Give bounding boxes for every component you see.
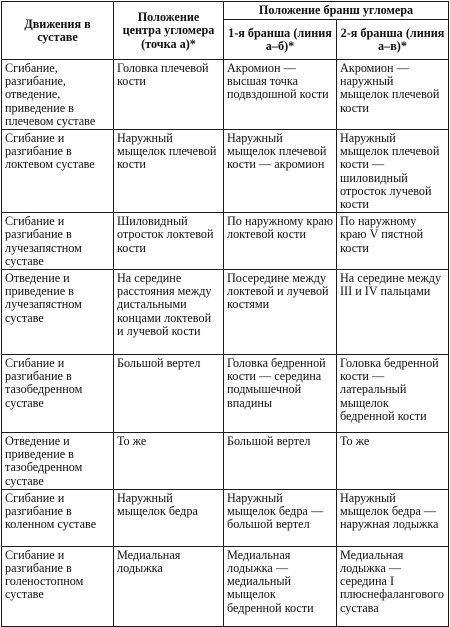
table-body xyxy=(2,60,449,627)
cell-movement: Сгибание и разгибание в локтевом суставе xyxy=(2,130,114,213)
header-branches: Положение бранш угломера xyxy=(224,2,449,20)
cell-branch-1: По наружному краю локтевой кости xyxy=(224,213,337,270)
header-movements: Движения в суставе xyxy=(2,2,114,60)
cell-branch-1: Головка бедренной кости — середина подмышечной впадины xyxy=(224,355,337,433)
cell-center: Шиловидный отросток локтевой кости xyxy=(114,213,224,270)
cell-center: Наружный мыщелок плечевой кости xyxy=(114,130,224,213)
table-row xyxy=(2,60,449,130)
cell-branch-1: Наружный мыщелок бедра — большой вертел xyxy=(224,489,337,546)
cell-branch-2: По наружному краю V пястной кости xyxy=(337,213,449,270)
cell-movement: Сгибание и разгибание в голеностопном суставе xyxy=(2,546,114,626)
table-row xyxy=(2,433,449,490)
header-branch-1: 1-я бранша (линия а–б)* xyxy=(224,20,337,60)
header-branch-2: 2-я бранша (линия а–в)* xyxy=(337,20,449,60)
cell-movement: Сгибание и разгибание в тазобедренном суставе xyxy=(2,355,114,433)
cell-branch-2: На середине между III и IV пальцами xyxy=(337,270,449,355)
table-row xyxy=(2,546,449,626)
cell-movement: Отведение и приведение в тазобедренном суставе xyxy=(2,433,114,490)
cell-branch-2: Акромион — наружный мыщелок плечевой кости xyxy=(337,60,449,130)
cell-branch-2: Головка бедренной кости — латеральный мыщелок бедренной кости xyxy=(337,355,449,433)
cell-movement: Отведение и приведение в лучезапястном суставе xyxy=(2,270,114,355)
cell-branch-1: Акромион — высшая точка подвздошной кости xyxy=(224,60,337,130)
table-row xyxy=(2,130,449,213)
cell-center: Большой вертел xyxy=(114,355,224,433)
cell-center: Наружный мыщелок бедра xyxy=(114,489,224,546)
cell-branch-1: Медиальная лодыжка — медиальный мыщелок бедренной кости xyxy=(224,546,337,626)
table-row xyxy=(2,270,449,355)
table-row xyxy=(2,355,449,433)
cell-branch-1: Посередине между локтевой и лучевой костями xyxy=(224,270,337,355)
cell-center: Медиальная лодыжка xyxy=(114,546,224,626)
goniometer-table xyxy=(1,1,449,627)
table-row xyxy=(2,213,449,270)
cell-movement: Сгибание, разгибание, отведение, приведение в плечевом суставе xyxy=(2,60,114,130)
cell-center: То же xyxy=(114,433,224,490)
table-row xyxy=(2,489,449,546)
header-row-1 xyxy=(2,2,449,20)
cell-center: Головка плечевой кости xyxy=(114,60,224,130)
cell-branch-1: Большой вертел xyxy=(224,433,337,490)
cell-movement: Сгибание и разгибание в коленном суставе xyxy=(2,489,114,546)
cell-center: На середине расстояния между дистальными концами локтевой и лучевой кости xyxy=(114,270,224,355)
cell-branch-2: То же xyxy=(337,433,449,490)
cell-movement: Сгибание и разгибание в лучезапястном суставе xyxy=(2,213,114,270)
cell-branch-2: Наружный мыщелок плечевой кости — шиловидный отросток лучевой кости xyxy=(337,130,449,213)
cell-branch-2: Наружный мыщелок бедра — наружная лодыжка xyxy=(337,489,449,546)
cell-branch-2: Медиальная лодыжка — середина I плюснефалангового сустава xyxy=(337,546,449,626)
header-center: Положение центра угломера (точка а)* xyxy=(114,2,224,60)
table-header xyxy=(2,2,449,60)
cell-branch-1: Наружный мыщелок плечевой кости — акромион xyxy=(224,130,337,213)
